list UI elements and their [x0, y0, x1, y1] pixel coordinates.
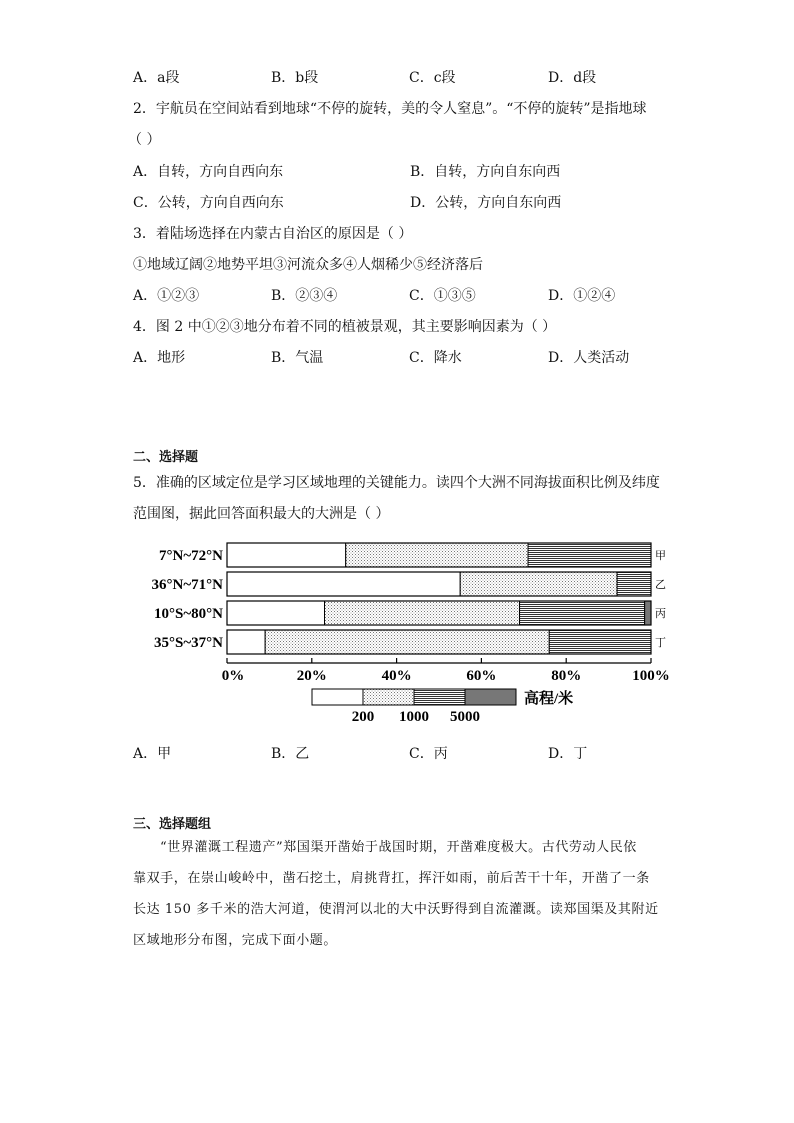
x-tick-label: 20% [296, 668, 327, 684]
continent-label: 甲 [655, 549, 666, 562]
q3-option-c: C．①③⑤ [409, 288, 476, 304]
q3-stem: 3．着陆场选择在内蒙古自治区的原因是（ ） [133, 226, 413, 242]
x-tick-label: 40% [381, 668, 412, 684]
q2-option-c: C．公转，方向自西向东 [133, 195, 284, 211]
q2-option-b: B．自转，方向自东向西 [410, 164, 561, 180]
x-tick-label: 80% [551, 668, 582, 684]
passage-line-3: 长达 150 多千米的浩大河道，使渭河以北的大中沃野得到自流灌溉。读郑国渠及其附近 [133, 902, 659, 917]
legend-title: 高程/米 [524, 691, 574, 707]
q3-option-a: A．①②③ [133, 288, 200, 304]
q2-stem: 2．宇航员在空间站看到地球“不停的旋转，美的令人窒息”。“不停的旋转”是指地球 [133, 101, 647, 117]
q4-option-d: D．人类活动 [548, 350, 630, 366]
legend-label: 200 [351, 709, 375, 725]
bar-segment [325, 601, 520, 625]
category-label: 35°S~37°N [154, 635, 223, 651]
category-label: 10°S~80°N [154, 606, 223, 622]
continent-label: 丁 [655, 636, 666, 649]
bar-segment [520, 601, 645, 625]
x-tick-label: 0% [221, 668, 245, 684]
elevation-latitude-chart [130, 536, 690, 736]
bar-segment [617, 572, 651, 596]
q2-paren: （ ） [128, 132, 161, 148]
section-2-title: 二、选择题 [133, 450, 199, 465]
x-tick-label: 100% [632, 668, 670, 684]
legend-swatch [414, 689, 465, 705]
continent-label: 乙 [655, 578, 666, 591]
passage-line-2: 靠双手，在崇山峻岭中，凿石挖土，肩挑背扛，挥汗如雨，前后苦干十年，开凿了一条 [133, 871, 650, 886]
q5-stem-line2: 范围图，据此回答面积最大的大洲是（ ） [133, 506, 390, 522]
q3-choices: ①地域辽阔②地势平坦③河流众多④人烟稀少⑤经济落后 [133, 257, 483, 273]
continent-label: 丙 [655, 607, 666, 620]
q3-option-b: B．②③④ [271, 288, 338, 304]
q4-option-c: C．降水 [409, 350, 462, 366]
q1-option-d: D．d段 [548, 70, 597, 86]
q5-option-d: D．丁 [548, 746, 588, 762]
q4-stem: 4．图 2 中①②③地分布着不同的植被景观，其主要影响因素为（ ） [133, 319, 557, 335]
bar-segment [227, 572, 460, 596]
legend-swatch [465, 689, 516, 705]
q5-option-b: B．乙 [271, 746, 310, 762]
q1-option-b: B．b段 [271, 70, 319, 86]
bar-segment [227, 543, 346, 567]
legend-swatch [312, 689, 363, 705]
legend-swatch [363, 689, 414, 705]
x-tick-label: 60% [466, 668, 497, 684]
category-label: 7°N~72°N [159, 548, 223, 564]
q1-option-c: C．c段 [409, 70, 456, 86]
q3-option-d: D．①②④ [548, 288, 616, 304]
q4-option-a: A．地形 [133, 350, 186, 366]
bar-segment [265, 630, 549, 654]
legend-label: 1000 [399, 709, 429, 725]
q5-option-a: A．甲 [133, 746, 172, 762]
q2-option-d: D．公转，方向自东向西 [410, 195, 562, 211]
section-3-title: 三、选择题组 [133, 817, 212, 832]
category-label: 36°N~71°N [151, 577, 223, 593]
bar-segment [346, 543, 528, 567]
bar-segment [227, 601, 325, 625]
q5-option-c: C．丙 [409, 746, 448, 762]
q2-option-a: A．自转，方向自西向东 [133, 164, 284, 180]
bar-segment [645, 601, 651, 625]
q5-stem-line1: 5．准确的区域定位是学习区域地理的关键能力。读四个大洲不同海拔面积比例及纬度 [133, 475, 660, 491]
passage-line-1: “世界灌溉工程遗产”郑国渠开凿始于战国时期，开凿难度极大。古代劳动人民依 [160, 840, 637, 855]
bar-segment [528, 543, 651, 567]
q4-option-b: B．气温 [271, 350, 324, 366]
legend-label: 5000 [450, 709, 480, 725]
passage-line-4: 区域地形分布图，完成下面小题。 [133, 933, 338, 948]
bar-segment [460, 572, 617, 596]
bar-segment [549, 630, 651, 654]
bar-segment [227, 630, 265, 654]
q1-option-a: A．a段 [133, 70, 180, 86]
